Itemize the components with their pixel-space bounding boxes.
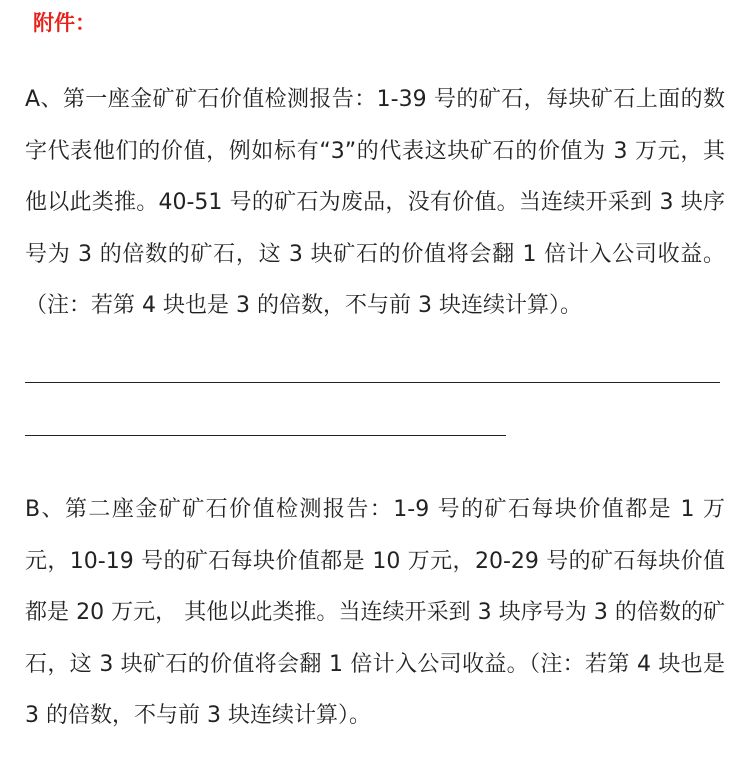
section-b-text: B、第二座金矿矿石价值检测报告：1-9 号的矿石每块价值都是 1 万元，10-19 号的矿石每块价值都是 10 万元，20-29 号的矿石每块价值都是 20 万元， 其他以此类推。当连续开采到 3 块序号为 3 的倍数的矿石，这 3 块矿石的价值将会翻 1 倍计入公司收益。（注：若第 4 块也是 3 的倍数，不与前 3 块连续计算）。 [25,497,725,728]
answer-blank-line-2 [25,435,506,436]
answer-blank-line-1 [25,382,720,383]
section-a-text: A、第一座金矿矿石价值检测报告：1-39 号的矿石，每块矿石上面的数字代表他们的价值，例如标有“3”的代表这块矿石的价值为 3 万元，其他以此类推。40-51 号的矿石为废品，没有价值。当连续开采到 3 块序号为 3 的倍数的矿石，这 3 块矿石的价值将会翻 1 倍计入公司收益。（注：若第 4 块也是 3 的倍数，不与前 3 块连续计算）。 [25,87,725,318]
attachment-title: 附件： [33,11,96,35]
